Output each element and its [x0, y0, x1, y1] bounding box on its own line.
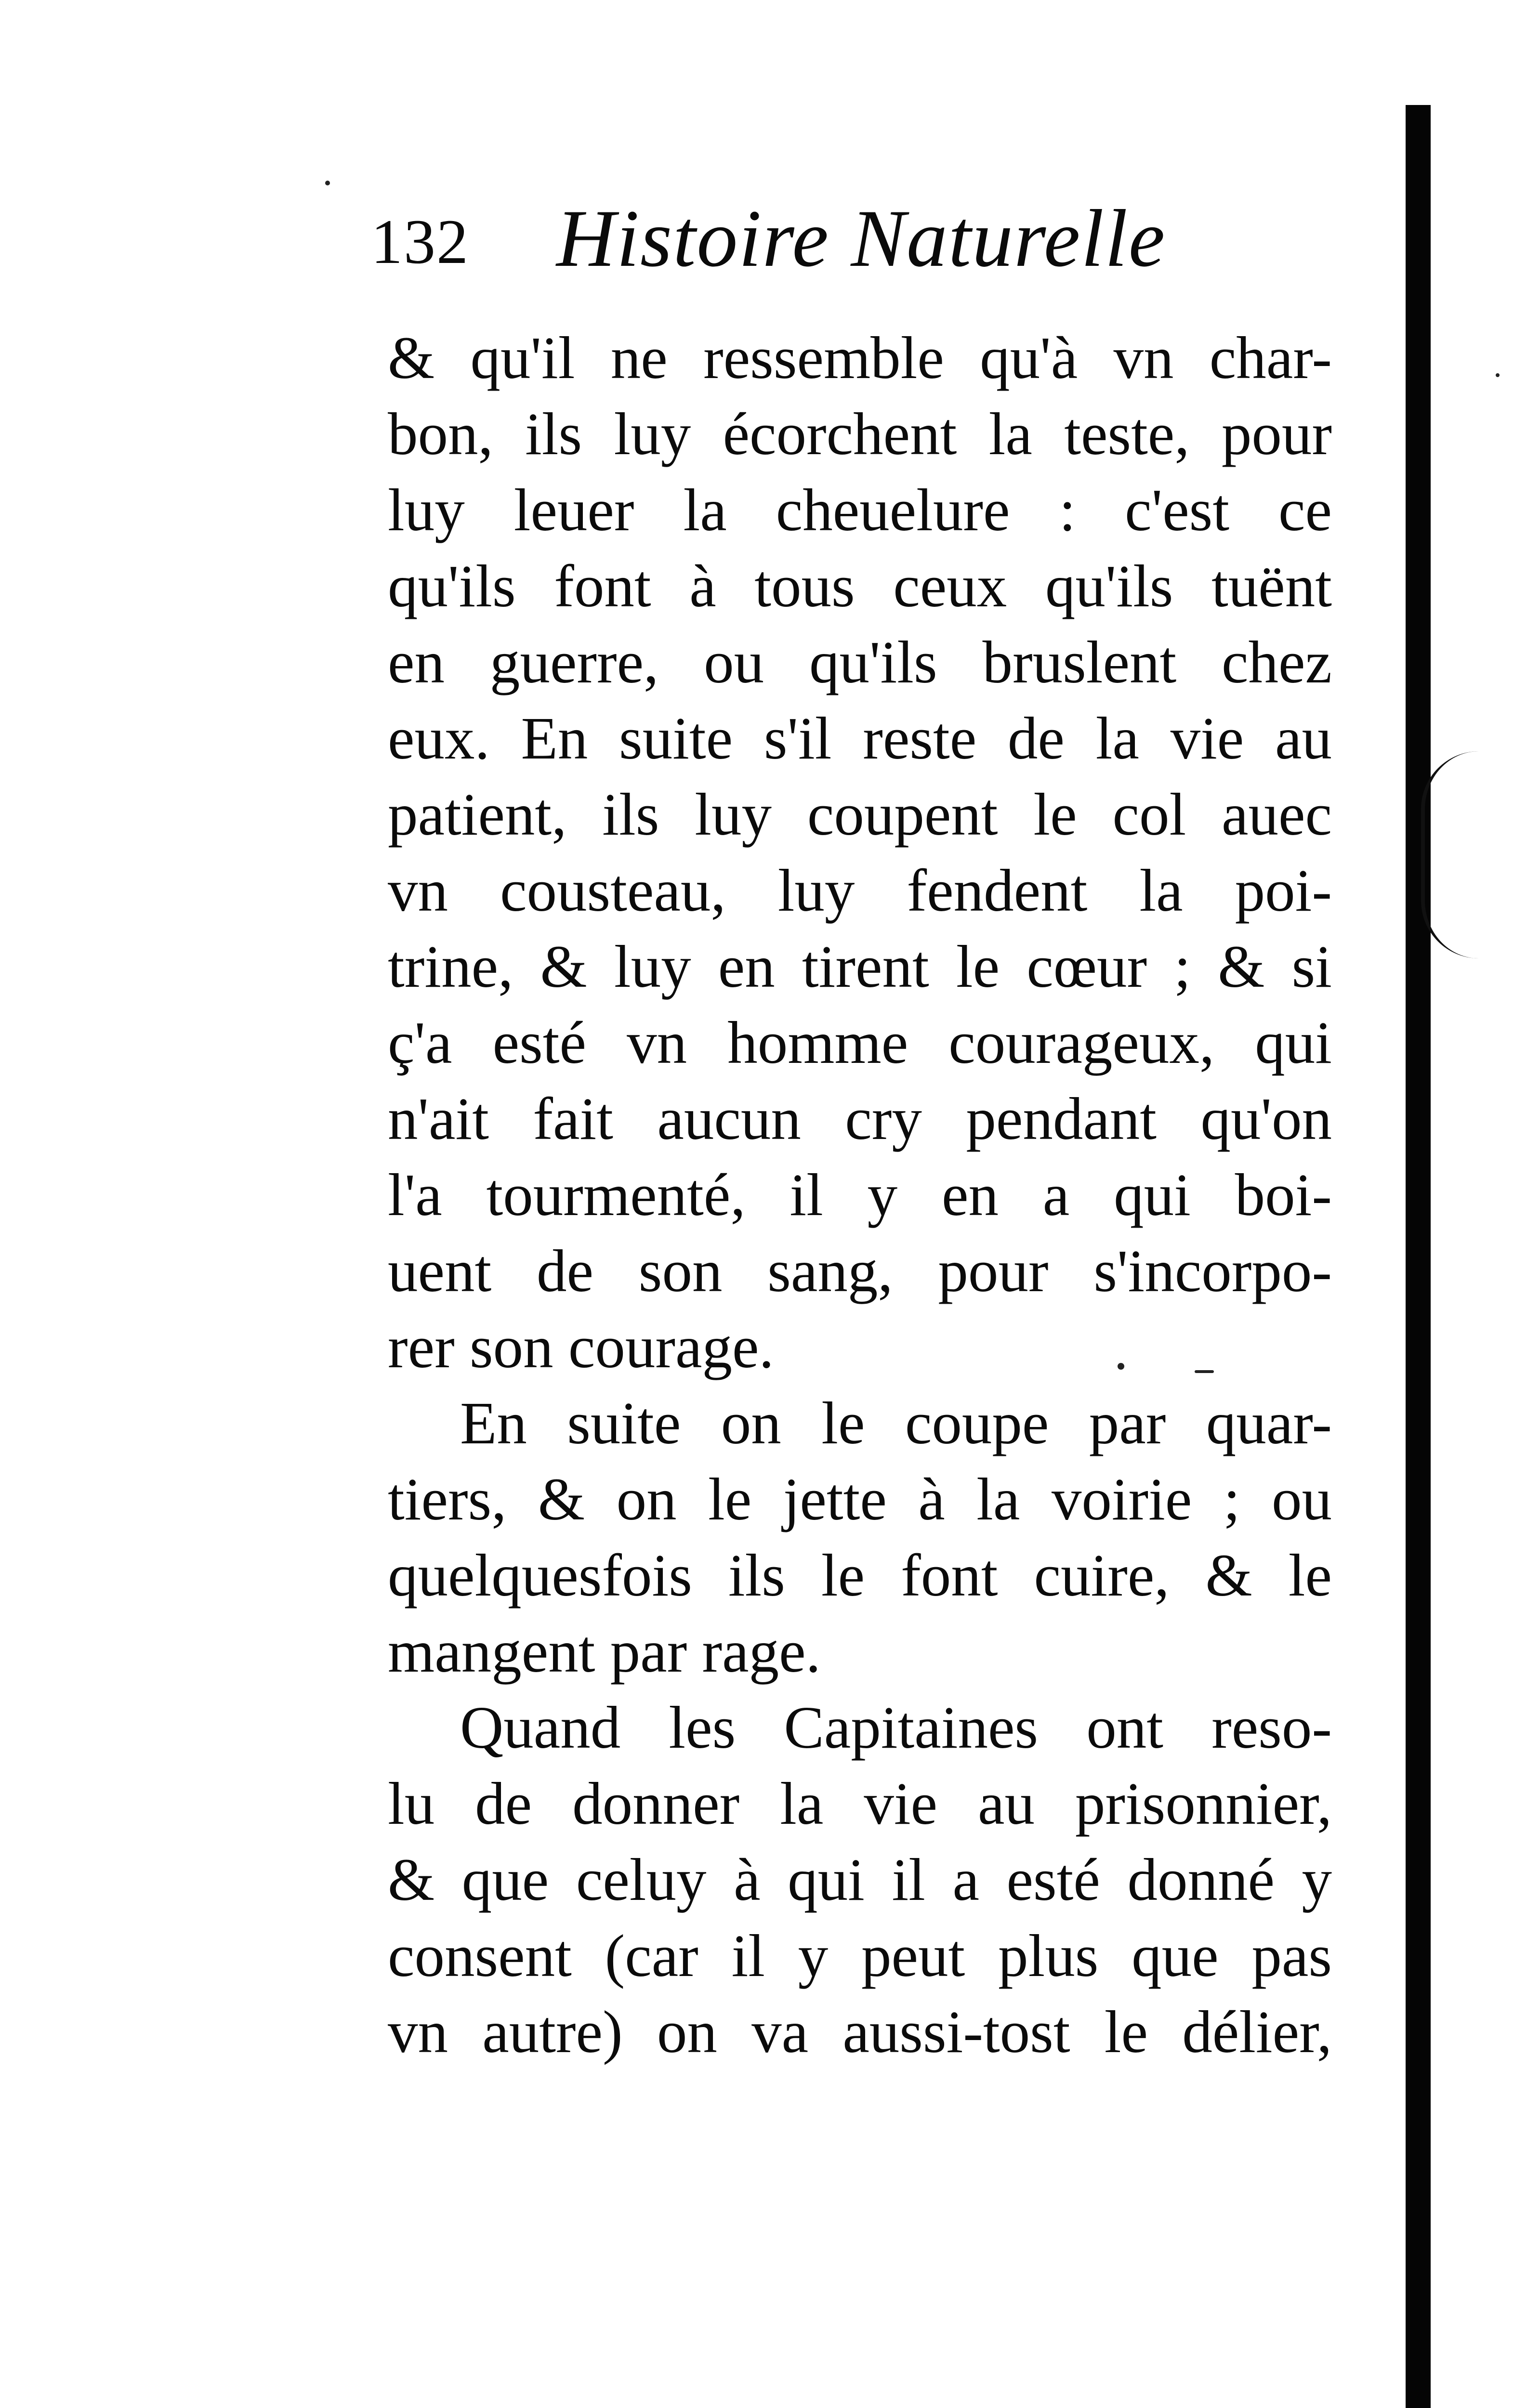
- paragraph-start-line: En suite on le coupe par quar-: [460, 1390, 1332, 1457]
- text-line: lu de donner la vie au prisonnier,: [388, 1771, 1332, 1837]
- body-text: [388, 320, 1332, 2070]
- text-line: bon, ils luy écorchent la teste, pour: [388, 401, 1332, 468]
- text-line: n'ait fait aucun cry pendant qu'on: [388, 1086, 1332, 1152]
- text-line: uent de son sang, pour s'incorpo-: [388, 1238, 1332, 1305]
- paragraph-end-line: mangent par rage.: [388, 1619, 821, 1685]
- text-line: l'a tourmenté, il y en a qui boi-: [388, 1162, 1332, 1229]
- text-line: consent (car il y peut plus que pas: [388, 1923, 1332, 1989]
- ink-speck: [325, 181, 330, 185]
- page-number: 132: [371, 206, 469, 277]
- text-line: trine, & luy en tirent le cœur ; & si: [388, 934, 1332, 1000]
- running-title: Histoire Naturelle: [556, 193, 1166, 284]
- binding-shadow-rule: [1406, 105, 1431, 2408]
- margin-bracket-mark: [1421, 751, 1479, 958]
- ink-speck: [1496, 373, 1500, 377]
- running-header: [371, 193, 1373, 303]
- text-line: & qu'il ne ressemble qu'à vn char-: [388, 325, 1332, 392]
- text-line: & que celuy à qui il a esté donné y: [388, 1847, 1332, 1913]
- paragraph-end-line: rer son courage.: [388, 1314, 774, 1381]
- text-line: vn autre) on va aussi-tost le délier,: [388, 1999, 1332, 2066]
- text-line: patient, ils luy coupent le col auec: [388, 782, 1332, 848]
- text-line: vn cousteau, luy fendent la poi-: [388, 858, 1332, 924]
- text-line: eux. En suite s'il reste de la vie au: [388, 706, 1332, 772]
- text-line: quelquesfois ils le font cuire, & le: [388, 1543, 1332, 1609]
- text-line: tiers, & on le jette à la voirie ; ou: [388, 1466, 1332, 1533]
- text-line: ç'a esté vn homme courageux, qui: [388, 1010, 1332, 1076]
- text-line: en guerre, ou qu'ils bruslent chez: [388, 629, 1332, 696]
- text-line: luy leuer la cheuelure : c'est ce: [388, 477, 1332, 544]
- paragraph-start-line: Quand les Capitaines ont reso-: [460, 1695, 1332, 1761]
- text-line: qu'ils font à tous ceux qu'ils tuënt: [388, 553, 1332, 620]
